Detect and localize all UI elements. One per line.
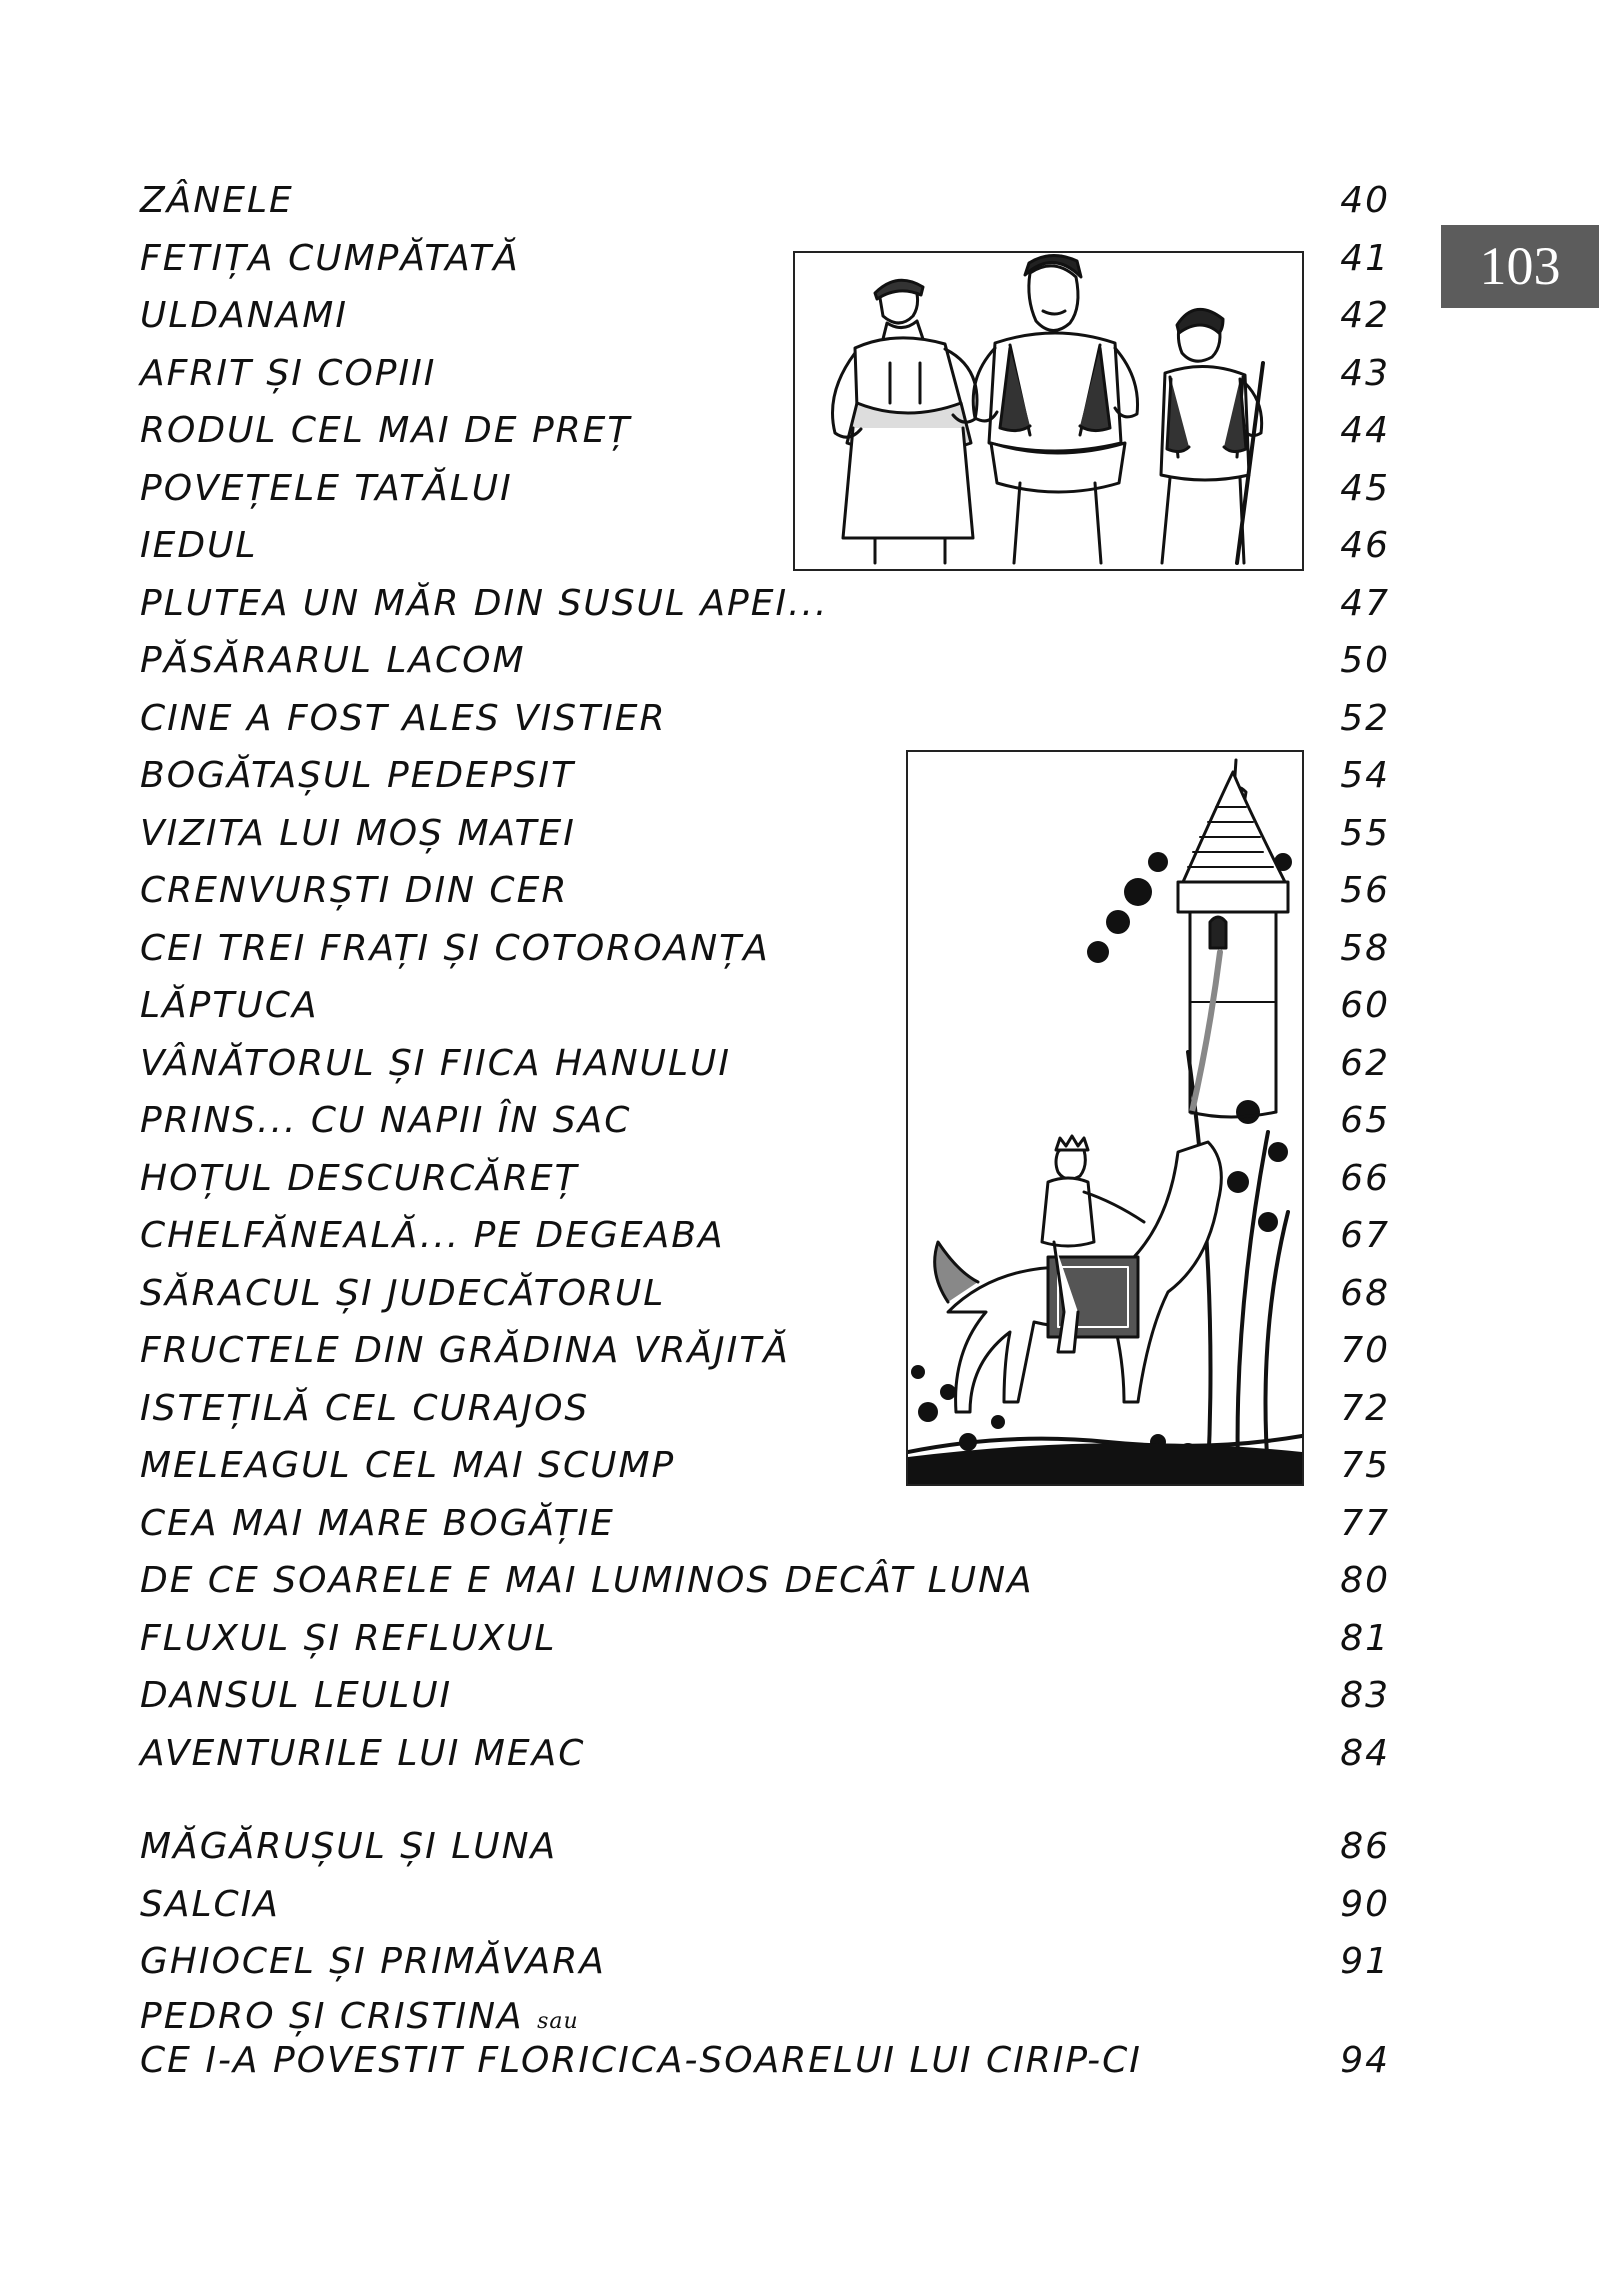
toc-entry xyxy=(140,1380,1390,1438)
toc-entry xyxy=(140,1207,1390,1265)
toc-entry-page: 80 xyxy=(1340,1560,1390,1601)
toc-entry xyxy=(140,862,1390,920)
toc-entry-page: 84 xyxy=(1340,1732,1390,1774)
toc-entry-page: 40 xyxy=(1340,180,1390,221)
toc-entry xyxy=(140,172,1390,230)
toc-entry-title: FLUXUL ȘI REFLUXUL xyxy=(140,1617,557,1659)
table-of-contents xyxy=(140,0,1390,2290)
toc-entry-title: CRENVURȘTI DIN CER xyxy=(140,870,569,911)
toc-entry xyxy=(140,1552,1390,1610)
toc-entry xyxy=(140,1265,1390,1323)
toc-entry-page: 91 xyxy=(1340,1941,1390,1982)
toc-entry xyxy=(140,1322,1390,1380)
toc-entry-title: DE CE SOARELE E MAI LUMINOS DECÂT LUNA xyxy=(140,1560,1034,1601)
toc-entry xyxy=(140,287,1390,345)
page-number-tab xyxy=(1441,225,1599,308)
toc-entry-final-line2 xyxy=(140,2032,1390,2090)
toc-entry-title: IEDUL xyxy=(140,525,258,566)
toc-entry-title: DANSUL LEULUI xyxy=(140,1675,453,1716)
toc-entry-title: SALCIA xyxy=(140,1883,280,1925)
toc-entry-title: AFRIT ȘI COPIII xyxy=(140,352,437,394)
toc-entry xyxy=(140,345,1390,403)
toc-entry xyxy=(140,1818,1390,1876)
toc-entry-title: LĂPTUCA xyxy=(140,985,319,1026)
toc-entry-title: CHELFĂNEALĂ... PE DEGEABA xyxy=(140,1215,725,1256)
toc-entry-page: 62 xyxy=(1340,1042,1390,1084)
toc-entry xyxy=(140,460,1390,518)
toc-entry xyxy=(140,575,1390,633)
toc-entry-title: CEI TREI FRAȚI ȘI COTOROANȚA xyxy=(140,927,770,969)
toc-entry-title: RODUL CEL MAI DE PREȚ xyxy=(140,410,632,451)
toc-entry-title: FETIȚA CUMPĂTATĂ xyxy=(140,237,520,279)
toc-entry-page: 81 xyxy=(1340,1617,1390,1659)
toc-entry-page: 66 xyxy=(1340,1157,1390,1199)
toc-entry-page: 90 xyxy=(1340,1883,1390,1925)
toc-entry xyxy=(140,632,1390,690)
toc-entry-page: 67 xyxy=(1340,1215,1390,1256)
toc-entry-page: 83 xyxy=(1340,1675,1390,1716)
toc-entry xyxy=(140,1933,1390,1991)
toc-entry-title: SĂRACUL ȘI JUDECĂTORUL xyxy=(140,1272,666,1314)
toc-entry xyxy=(140,747,1390,805)
toc-entry-title: MĂGĂRUȘUL ȘI LUNA xyxy=(140,1826,558,1867)
toc-entry-page: 44 xyxy=(1340,410,1390,451)
toc-entry-page: 70 xyxy=(1340,1330,1390,1371)
toc-entry-page: 58 xyxy=(1340,927,1390,969)
toc-entry xyxy=(140,1437,1390,1495)
toc-entry-title: PRINS... CU NAPII ÎN SAC xyxy=(140,1100,632,1141)
toc-entry-page: 75 xyxy=(1340,1445,1390,1486)
toc-entry-title: VIZITA LUI MOȘ MATEI xyxy=(140,812,576,854)
toc-entry-page: 46 xyxy=(1340,525,1390,566)
toc-entry-page: 43 xyxy=(1340,352,1390,394)
page-number: 103 xyxy=(1479,236,1561,296)
toc-entry-page: 72 xyxy=(1340,1387,1390,1429)
toc-entry-page: 45 xyxy=(1340,467,1390,509)
toc-entry-title: CEA MAI MARE BOGĂȚIE xyxy=(140,1502,615,1544)
final-entry-line2: CE I-A POVESTIT FLORICICA-SOARELUI LUI CIRIP-CI xyxy=(140,2039,1142,2081)
toc-entry xyxy=(140,1495,1390,1553)
toc-entry-page: 77 xyxy=(1340,1502,1390,1544)
toc-entry-title: CINE A FOST ALES VISTIER xyxy=(140,697,667,739)
toc-entry-title: PĂSĂRARUL LACOM xyxy=(140,640,526,681)
toc-entry xyxy=(140,805,1390,863)
toc-entry-page: 86 xyxy=(1340,1826,1390,1867)
toc-entry xyxy=(140,1725,1390,1783)
toc-entry-page: 68 xyxy=(1340,1272,1390,1314)
toc-entry xyxy=(140,517,1390,575)
toc-entry-page: 94 xyxy=(1340,2039,1390,2081)
toc-entry-page: 42 xyxy=(1340,295,1390,336)
toc-entry-title: PLUTEA UN MĂR DIN SUSUL APEI... xyxy=(140,582,829,624)
toc-entry-title: ULDANAMI xyxy=(140,295,348,336)
final-entry-connector: sau xyxy=(537,2008,579,2034)
toc-entry-page: 55 xyxy=(1340,812,1390,854)
toc-entry-page: 56 xyxy=(1340,870,1390,911)
toc-entry xyxy=(140,977,1390,1035)
toc-entry-page: 41 xyxy=(1340,237,1390,279)
toc-entry-page: 50 xyxy=(1340,640,1390,681)
toc-entry xyxy=(140,1667,1390,1725)
toc-entry xyxy=(140,690,1390,748)
final-entry-line1: PEDRO ȘI CRISTINA xyxy=(140,1995,524,2037)
toc-entry-title: BOGĂTAȘUL PEDEPSIT xyxy=(140,755,576,796)
toc-entry xyxy=(140,1035,1390,1093)
toc-entry-title: MELEAGUL CEL MAI SCUMP xyxy=(140,1445,676,1486)
toc-entry-title: POVEȚELE TATĂLUI xyxy=(140,467,513,509)
toc-entry-page: 54 xyxy=(1340,755,1390,796)
toc-entry xyxy=(140,1150,1390,1208)
toc-entry xyxy=(140,920,1390,978)
toc-entry xyxy=(140,1610,1390,1668)
toc-entry-title: GHIOCEL ȘI PRIMĂVARA xyxy=(140,1941,606,1982)
toc-entry-page: 47 xyxy=(1340,582,1390,624)
toc-entry xyxy=(140,230,1390,288)
toc-entry-page: 60 xyxy=(1340,985,1390,1026)
toc-entry-title: ZÂNELE xyxy=(140,180,294,221)
toc-entry xyxy=(140,1092,1390,1150)
toc-entry xyxy=(140,1876,1390,1934)
toc-entry xyxy=(140,402,1390,460)
toc-entry-page: 65 xyxy=(1340,1100,1390,1141)
toc-entry-title: HOȚUL DESCURCĂREȚ xyxy=(140,1157,579,1199)
toc-entry-title: ISTEȚILĂ CEL CURAJOS xyxy=(140,1387,590,1429)
toc-entry-page: 52 xyxy=(1340,697,1390,739)
toc-entry-title: FRUCTELE DIN GRĂDINA VRĂJITĂ xyxy=(140,1330,790,1371)
toc-entry-title: VÂNĂTORUL ȘI FIICA HANULUI xyxy=(140,1042,731,1084)
toc-entry-title: AVENTURILE LUI MEAC xyxy=(140,1732,586,1774)
